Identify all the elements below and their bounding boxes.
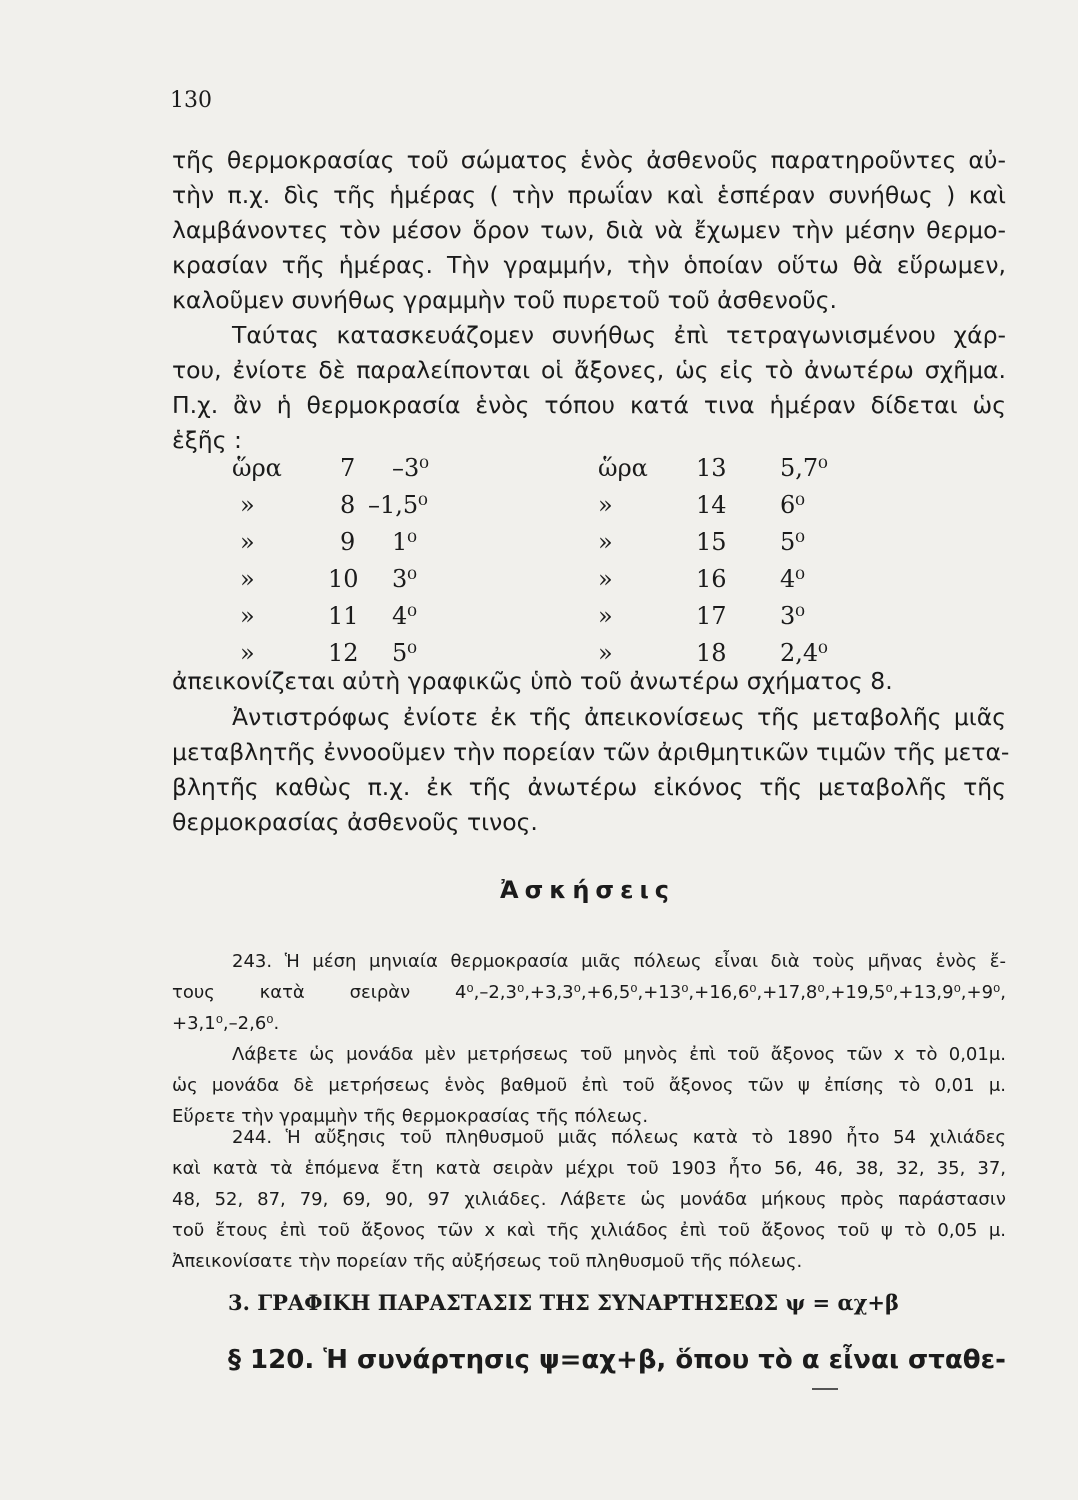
text-line: Π.χ. ἂν ἡ θερμοκρασία ἑνὸς τόπου κατά τινα ἡμέραν δίδεται ὡς xyxy=(172,391,1006,419)
text-line: του, ἐνίοτε δὲ παραλείπονται οἱ ἄξονες, ὡς εἰς τὸ ἀνωτέρω σχῆμα. xyxy=(172,356,1006,384)
temperature-value: 5⁰ xyxy=(780,528,805,556)
text-line: Ταύτας κατασκευάζομεν συνήθως ἐπὶ τετραγωνισμένου χάρ- xyxy=(232,321,1006,349)
temperature-value: 2,4⁰ xyxy=(780,639,828,667)
temperature-value: 5,7⁰ xyxy=(780,454,828,482)
ditto-mark: » xyxy=(240,491,255,519)
ditto-mark: » xyxy=(240,602,255,630)
text-line: καλοῦμεν συνήθως γραμμὴν τοῦ πυρετοῦ τοῦ ἀσθενοῦς. xyxy=(172,286,837,314)
text-line: τὴν π.χ. δὶς τῆς ἡμέρας ( τὴν πρωΐαν καὶ ἑσπέραν συνήθως ) καὶ xyxy=(172,181,1006,209)
text-line: 48, 52, 87, 79, 69, 90, 97 χιλιάδες. Λάβετε ὡς μονάδα μήκους πρὸς παράστασιν xyxy=(172,1189,1006,1210)
temperature-value: 4⁰ xyxy=(392,602,417,630)
hour-value: 7 xyxy=(340,454,356,482)
ditto-mark: » xyxy=(240,528,255,556)
hour-value: 16 xyxy=(696,565,727,593)
text-line: λαμβάνοντες τὸν μέσον ὅρον των, διὰ νὰ ἔχωμεν τὴν μέσην θερμο- xyxy=(172,216,1006,244)
text-line: καὶ κατὰ τὰ ἑπόμενα ἔτη κατὰ σειρὰν μέχρι τοῦ 1903 ἦτο 56, 46, 38, 32, 35, 37, xyxy=(172,1158,1006,1179)
text-line: κρασίαν τῆς ἡμέρας. Τὴν γραμμήν, τὴν ὁποίαν οὕτω θὰ εὕρωμεν, xyxy=(172,251,1006,279)
ditto-mark: » xyxy=(240,565,255,593)
subsection-title: § 120. Ἡ συνάρτησις ψ=αχ+β, ὅπου τὸ α εἶναι σταθε- xyxy=(228,1345,1006,1375)
after-table-paragraph xyxy=(172,664,1006,699)
hour-value: 13 xyxy=(696,454,727,482)
hour-value: 10 xyxy=(328,565,359,593)
dash-mark xyxy=(812,1388,838,1390)
text-line: τῆς θερμοκρασίας τοῦ σώματος ἑνὸς ἀσθενοῦς παρατηροῦντες αὐ- xyxy=(172,146,1006,174)
exercise-244 xyxy=(172,1122,1006,1277)
ditto-mark: » xyxy=(598,528,613,556)
table-row xyxy=(232,528,852,562)
text-line: ἀπεικονίζεται αὐτὴ γραφικῶς ὑπὸ τοῦ ἀνωτέρω σχήματος 8. xyxy=(172,667,893,695)
temperature-value: 3⁰ xyxy=(780,602,805,630)
text-line: τοῦ ἔτους ἐπὶ τοῦ ἄξονος τῶν x καὶ τῆς χιλιάδος ἐπὶ τοῦ ἄξονος τοῦ ψ τὸ 0,05 μ. xyxy=(172,1220,1006,1241)
hour-value: 18 xyxy=(696,639,727,667)
text-line: +3,1⁰,–2,6⁰. xyxy=(172,1013,280,1034)
ditto-mark: » xyxy=(598,639,613,667)
exercise-243 xyxy=(172,946,1006,1132)
ditto-mark: » xyxy=(598,602,613,630)
hour-label: ὥρα xyxy=(232,454,282,482)
table-row xyxy=(232,565,852,599)
ditto-mark: » xyxy=(598,565,613,593)
page-number: 130 xyxy=(170,88,212,113)
text-line: μεταβλητῆς ἐννοοῦμεν τὴν πορείαν τῶν ἀριθμητικῶν τιμῶν τῆς μετα- xyxy=(172,738,1010,766)
paragraph-construction xyxy=(172,318,1006,458)
temperature-value: –1,5⁰ xyxy=(368,491,428,519)
section-title: 3. ΓΡΑΦΙΚΗ ΠΑΡΑΣΤΑΣΙΣ ΤΗΣ ΣΥΝΑΡΤΗΣΕΩΣ ψ = αχ+β xyxy=(228,1290,899,1315)
text-line: τους κατὰ σειρὰν 4⁰,–2,3⁰,+3,3⁰,+6,5⁰,+13⁰,+16,6⁰,+17,8⁰,+19,5⁰,+13,9⁰,+9⁰, xyxy=(172,982,1006,1003)
text-line: βλητῆς καθὼς π.χ. ἐκ τῆς ἀνωτέρω εἰκόνος τῆς μεταβολῆς τῆς xyxy=(172,773,1006,801)
paragraph-inverse xyxy=(172,700,1010,840)
hour-value: 15 xyxy=(696,528,727,556)
hour-value: 9 xyxy=(340,528,356,556)
temperature-value: 4⁰ xyxy=(780,565,805,593)
text-line: Ἀντιστρόφως ἐνίοτε ἐκ τῆς ἀπεικονίσεως τῆς μεταβολῆς μιᾶς xyxy=(232,703,1006,731)
hour-value: 17 xyxy=(696,602,727,630)
text-line: Εὕρετε τὴν γραμμὴν τῆς θερμοκρασίας τῆς πόλεως. xyxy=(172,1106,649,1127)
text-line: θερμοκρασίας ἀσθενοῦς τινος. xyxy=(172,808,538,836)
intro-paragraph xyxy=(172,143,1006,318)
text-line: 244. Ἡ αὔξησις τοῦ πληθυσμοῦ μιᾶς πόλεως κατὰ τὸ 1890 ἦτο 54 χιλιάδες xyxy=(232,1127,1006,1148)
text-line: ὡς μονάδα δὲ μετρήσεως ἑνὸς βαθμοῦ ἐπὶ τοῦ ἄξονος τῶν ψ ἐπίσης τὸ 0,01 μ. xyxy=(172,1075,1006,1096)
ditto-mark: » xyxy=(240,639,255,667)
table-row xyxy=(232,454,852,488)
exercises-heading: Ἀσκήσεις xyxy=(500,876,676,904)
ditto-mark: » xyxy=(598,491,613,519)
text-line: 243. Ἡ μέση μηνιαία θερμοκρασία μιᾶς πόλεως εἶναι διὰ τοὺς μῆνας ἑνὸς ἔ- xyxy=(232,951,1006,972)
temperature-value: –3⁰ xyxy=(392,454,429,482)
temperature-value: 5⁰ xyxy=(392,639,417,667)
table-row xyxy=(232,491,852,525)
text-line: Ἀπεικονίσατε τὴν πορείαν τῆς αὐξήσεως τοῦ πληθυσμοῦ τῆς πόλεως. xyxy=(172,1251,803,1272)
hour-label: ὥρα xyxy=(598,454,648,482)
text-line: ἑξῆς : xyxy=(172,426,242,454)
hour-value: 12 xyxy=(328,639,359,667)
hour-value: 11 xyxy=(328,602,359,630)
table-row xyxy=(232,602,852,636)
temperature-value: 6⁰ xyxy=(780,491,805,519)
hour-value: 8 xyxy=(340,491,356,519)
text-line: Λάβετε ὡς μονάδα μὲν μετρήσεως τοῦ μηνὸς ἐπὶ τοῦ ἄξονος τῶν x τὸ 0,01μ. xyxy=(232,1044,1006,1065)
temperature-value: 3⁰ xyxy=(392,565,417,593)
hour-value: 14 xyxy=(696,491,727,519)
temperature-value: 1⁰ xyxy=(392,528,417,556)
